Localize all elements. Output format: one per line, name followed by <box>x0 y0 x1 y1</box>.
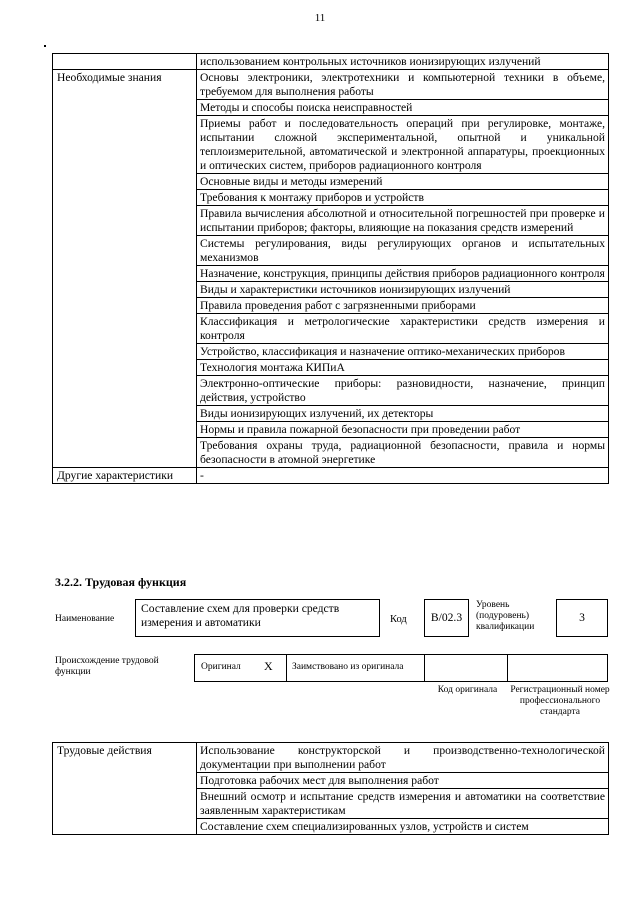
code-box <box>424 599 469 637</box>
original-mark: X <box>264 659 273 673</box>
borrowed-label: Заимствовано из оригинала <box>292 662 404 672</box>
row-label-actions: Трудовые действия <box>53 743 197 835</box>
row-label-knowledge: Необходимые знания <box>53 70 197 468</box>
list-item: Составление схем специализированных узлов, устройств и систем <box>197 819 609 835</box>
code-label: Код <box>390 614 407 625</box>
section-title: 3.2.2. Трудовая функция <box>55 575 187 589</box>
list-item: Электронно-оптические приборы: разновидности, назначение, принцип действия, устройство <box>197 376 609 406</box>
list-item: Подготовка рабочих мест для выполнения работ <box>197 773 609 789</box>
list-item: Технология монтажа КИПиА <box>197 360 609 376</box>
row-label-other: Другие характеристики <box>53 468 197 484</box>
level-value: 3 <box>579 611 585 624</box>
list-item: Использование конструкторской и производственно-технологической документации при выполнении работ <box>197 743 609 773</box>
function-name: Составление схем для проверки средств измерения и автоматики <box>141 602 340 629</box>
list-item: Требования охраны труда, радиационной безопасности, правила и нормы безопасности в атомной энергетике <box>197 438 609 468</box>
list-item: Классификация и метрологические характеристики средств измерения и контроля <box>197 314 609 344</box>
table-row <box>53 54 609 70</box>
table-row <box>53 70 609 100</box>
list-item: Назначение, конструкция, принципы действия приборов радиационного контроля <box>197 266 609 282</box>
knowledge-table <box>52 53 609 484</box>
table-row <box>53 468 609 484</box>
list-item: Основные виды и методы измерений <box>197 174 609 190</box>
list-item: - <box>197 468 609 484</box>
table-row <box>53 743 609 773</box>
list-item: Нормы и правила пожарной безопасности при проведении работ <box>197 422 609 438</box>
origin-divider <box>424 654 425 682</box>
list-item: Внешний осмотр и испытание средств измерения и автоматики на соответствие заявленным характеристикам <box>197 789 609 819</box>
list-item: Методы и способы поиска неисправностей <box>197 100 609 116</box>
list-item: Основы электроники, электротехники и компьютерной техники в объеме, требуемом для выполнения работы <box>197 70 609 100</box>
original-label: Оригинал <box>201 662 241 672</box>
origin-divider <box>507 654 508 682</box>
origin-label: Происхождение трудовой функции <box>55 656 159 677</box>
name-box <box>135 599 380 637</box>
actions-table <box>52 742 609 835</box>
code-original-label: Код оригинала <box>437 685 498 695</box>
row-label <box>53 54 197 70</box>
margin-dot <box>44 45 46 47</box>
list-item: Устройство, классификация и назначение оптико-механических приборов <box>197 344 609 360</box>
list-item: Виды ионизирующих излучений, их детекторы <box>197 406 609 422</box>
code-value: B/02.3 <box>430 611 463 624</box>
list-item: Правила вычисления абсолютной и относительной погрешностей при проверке и испытании приборов; факторы, влияющие на показания средств измерений <box>197 206 609 236</box>
reg-number-label: Регистрационный номер профессионального стандарта <box>510 685 610 717</box>
list-item: Системы регулирования, виды регулирующих органов и испытательных механизмов <box>197 236 609 266</box>
level-box <box>556 599 608 637</box>
name-label: Наименование <box>55 614 115 624</box>
list-item: Правила проведения работ с загрязненными приборами <box>197 298 609 314</box>
level-label: Уровень (подуровень) квалификации <box>476 600 535 632</box>
page-number: 11 <box>314 12 326 24</box>
list-item: Требования к монтажу приборов и устройств <box>197 190 609 206</box>
list-item: Приемы работ и последовательность операций при регулировке, монтаже, испытании сложной экспериментальной, опытной и уникальной теплоизмерительной, автоматической и электронной аппаратуры, проекционных и оптических систем, приборов радиационного контроля <box>197 116 609 174</box>
list-item: Виды и характеристики источников ионизирующих излучений <box>197 282 609 298</box>
list-item: использованием контрольных источников ионизирующих излучений <box>197 54 609 70</box>
origin-divider <box>286 654 287 682</box>
